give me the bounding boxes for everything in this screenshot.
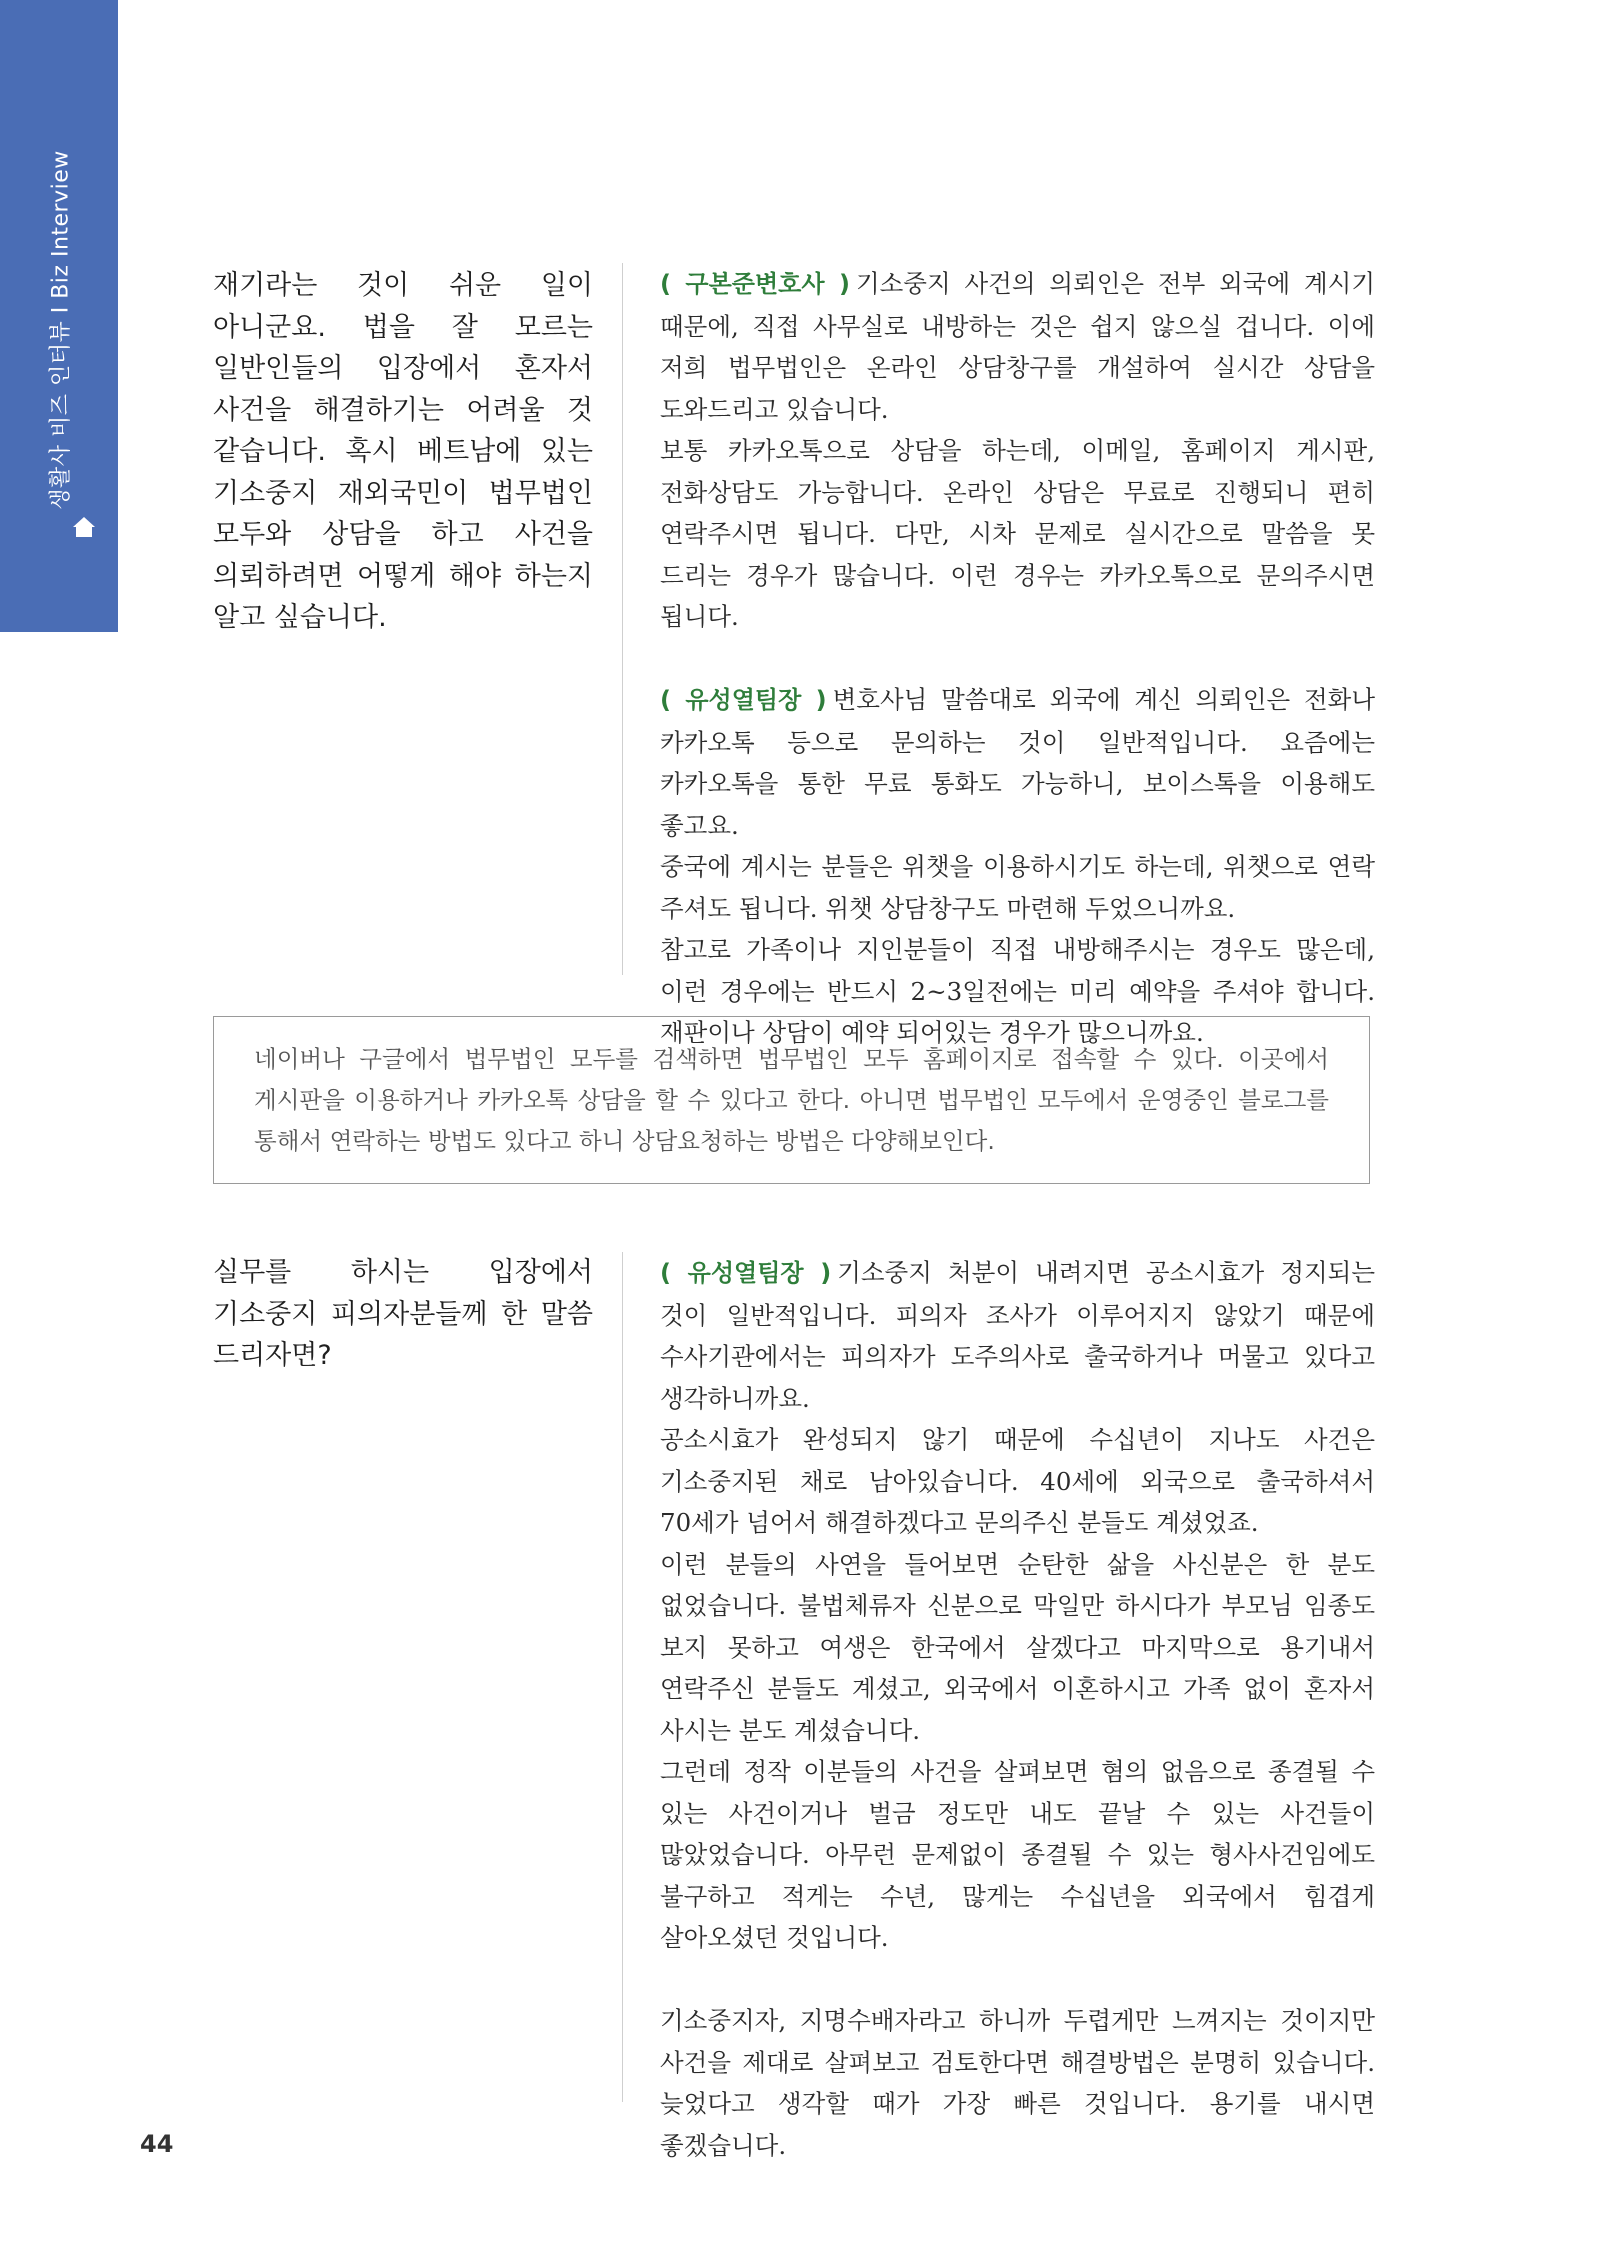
interview-answer-1	[660, 263, 1375, 1054]
speaker-label: ( 유성열팀장 )	[660, 1259, 832, 1287]
column-divider	[622, 1252, 623, 2102]
answer-paragraph: ( 유성열팀장 ) 기소중지 처분이 내려지면 공소시효가 정지되는 것이 일반적입니다. 피의자 조사가 이루어지지 않았기 때문에 수사기관에서는 피의자가 도주의사로 출국하거나 머물고 있다고 생각하니까요.	[660, 1258, 1375, 1413]
info-note-box	[213, 1016, 1370, 1184]
section-label: 생활사 비즈 인터뷰 I Biz Interview	[48, 150, 74, 510]
interview-answer-2	[660, 1252, 1375, 2166]
interview-question-2: 실무를 하시는 입장에서 기소중지 피의자분들께 한 말씀 드리자면?	[213, 1257, 593, 1371]
note-text: 네이버나 구글에서 법무법인 모두를 검색하면 법무법인 모두 홈페이지로 접속할 수 있다. 이곳에서 게시판을 이용하거나 카카오톡 상담을 할 수 있다고 한다. 아니면 법무법인 모두에서 운영중인 블로그를 통해서 연락하는 방법도 있다고 하니 상담요청하는 방법은 다양해보인다.	[254, 1045, 1329, 1155]
speaker-label: ( 구본준변호사 )	[660, 270, 850, 298]
answer-paragraph: 공소시효가 완성되지 않기 때문에 수십년이 지나도 사건은 기소중지된 채로 남아있습니다. 40세에 외국으로 출국하셔서 70세가 넘어서 해결하겠다고 문의주신 분들도 계셨었죠.	[660, 1425, 1375, 1537]
house-icon	[72, 516, 96, 538]
answer-paragraph: ( 유성열팀장 ) 변호사님 말씀대로 외국에 계신 의뢰인은 전화나 카카오톡 등으로 문의하는 것이 일반적입니다. 요즘에는 카카오톡을 통한 무료 통화도 가능하니, 보이스톡을 이용해도 좋고요.	[660, 685, 1375, 840]
page-number: 44	[140, 2130, 174, 2158]
section-side-tab	[0, 0, 118, 632]
answer-paragraph: 이런 분들의 사연을 들어보면 순탄한 삶을 사신분은 한 분도 없었습니다. 불법체류자 신분으로 막일만 하시다가 부모님 임종도 보지 못하고 여생은 한국에서 살겠다고 마지막으로 용기내서 연락주신 분들도 계셨고, 외국에서 이혼하시고 가족 없이 혼자서 사시는 분도 계셨습니다.	[660, 1549, 1375, 1745]
answer-paragraph: 참고로 가족이나 지인분들이 직접 내방해주시는 경우도 많은데, 이런 경우에는 반드시 2~3일전에는 미리 예약을 주셔야 합니다. 재판이나 상담이 예약 되어있는 경우가 많으니까요.	[660, 935, 1375, 1047]
answer-paragraph: 중국에 계시는 분들은 위챗을 이용하시기도 하는데, 위챗으로 연락 주셔도 됩니다. 위챗 상담창구도 마련해 두었으니까요.	[660, 852, 1375, 923]
answer-paragraph: 보통 카카오톡으로 상담을 하는데, 이메일, 홈페이지 게시판, 전화상담도 가능합니다. 온라인 상담은 무료로 진행되니 편히 연락주시면 됩니다. 다만, 시차 문제로 실시간으로 말씀을 못 드리는 경우가 많습니다. 이런 경우는 카카오톡으로 문의주시면 됩니다.	[660, 436, 1375, 631]
column-divider	[622, 263, 623, 975]
answer-paragraph: ( 구본준변호사 ) 기소중지 사건의 의뢰인은 전부 외국에 계시기 때문에, 직접 사무실로 내방하는 것은 쉽지 않으실 겁니다. 이에 저희 법무법인은 온라인 상담창구를 개설하여 실시간 상담을 도와드리고 있습니다.	[660, 269, 1375, 424]
speaker-label: ( 유성열팀장 )	[660, 686, 827, 714]
closing-paragraph: 기소중지자, 지명수배자라고 하니까 두렵게만 느껴지는 것이지만 사건을 제대로 살펴보고 검토한다면 해결방법은 분명히 있습니다. 늦었다고 생각할 때가 가장 빠른 것입니다. 용기를 내시면 좋겠습니다.	[660, 2006, 1375, 2160]
answer-paragraph: 그런데 정작 이분들의 사건을 살펴보면 혐의 없음으로 종결될 수 있는 사건이거나 벌금 정도만 내도 끝날 수 있는 사건들이 많았었습니다. 아무런 문제없이 종결될 수 있는 형사사건임에도 불구하고 적게는 수년, 많게는 수십년을 외국에서 힘겹게 살아오셨던 것입니다.	[660, 1757, 1375, 1952]
interview-question-1: 재기라는 것이 쉬운 일이 아니군요. 법을 잘 모르는 일반인들의 입장에서 혼자서 사건을 해결하기는 어려울 것 같습니다. 혹시 베트남에 있는 기소중지 재외국민이 법무법인 모두와 상담을 하고 사건을 의뢰하려면 어떻게 해야 하는지 알고 싶습니다.	[213, 270, 593, 633]
